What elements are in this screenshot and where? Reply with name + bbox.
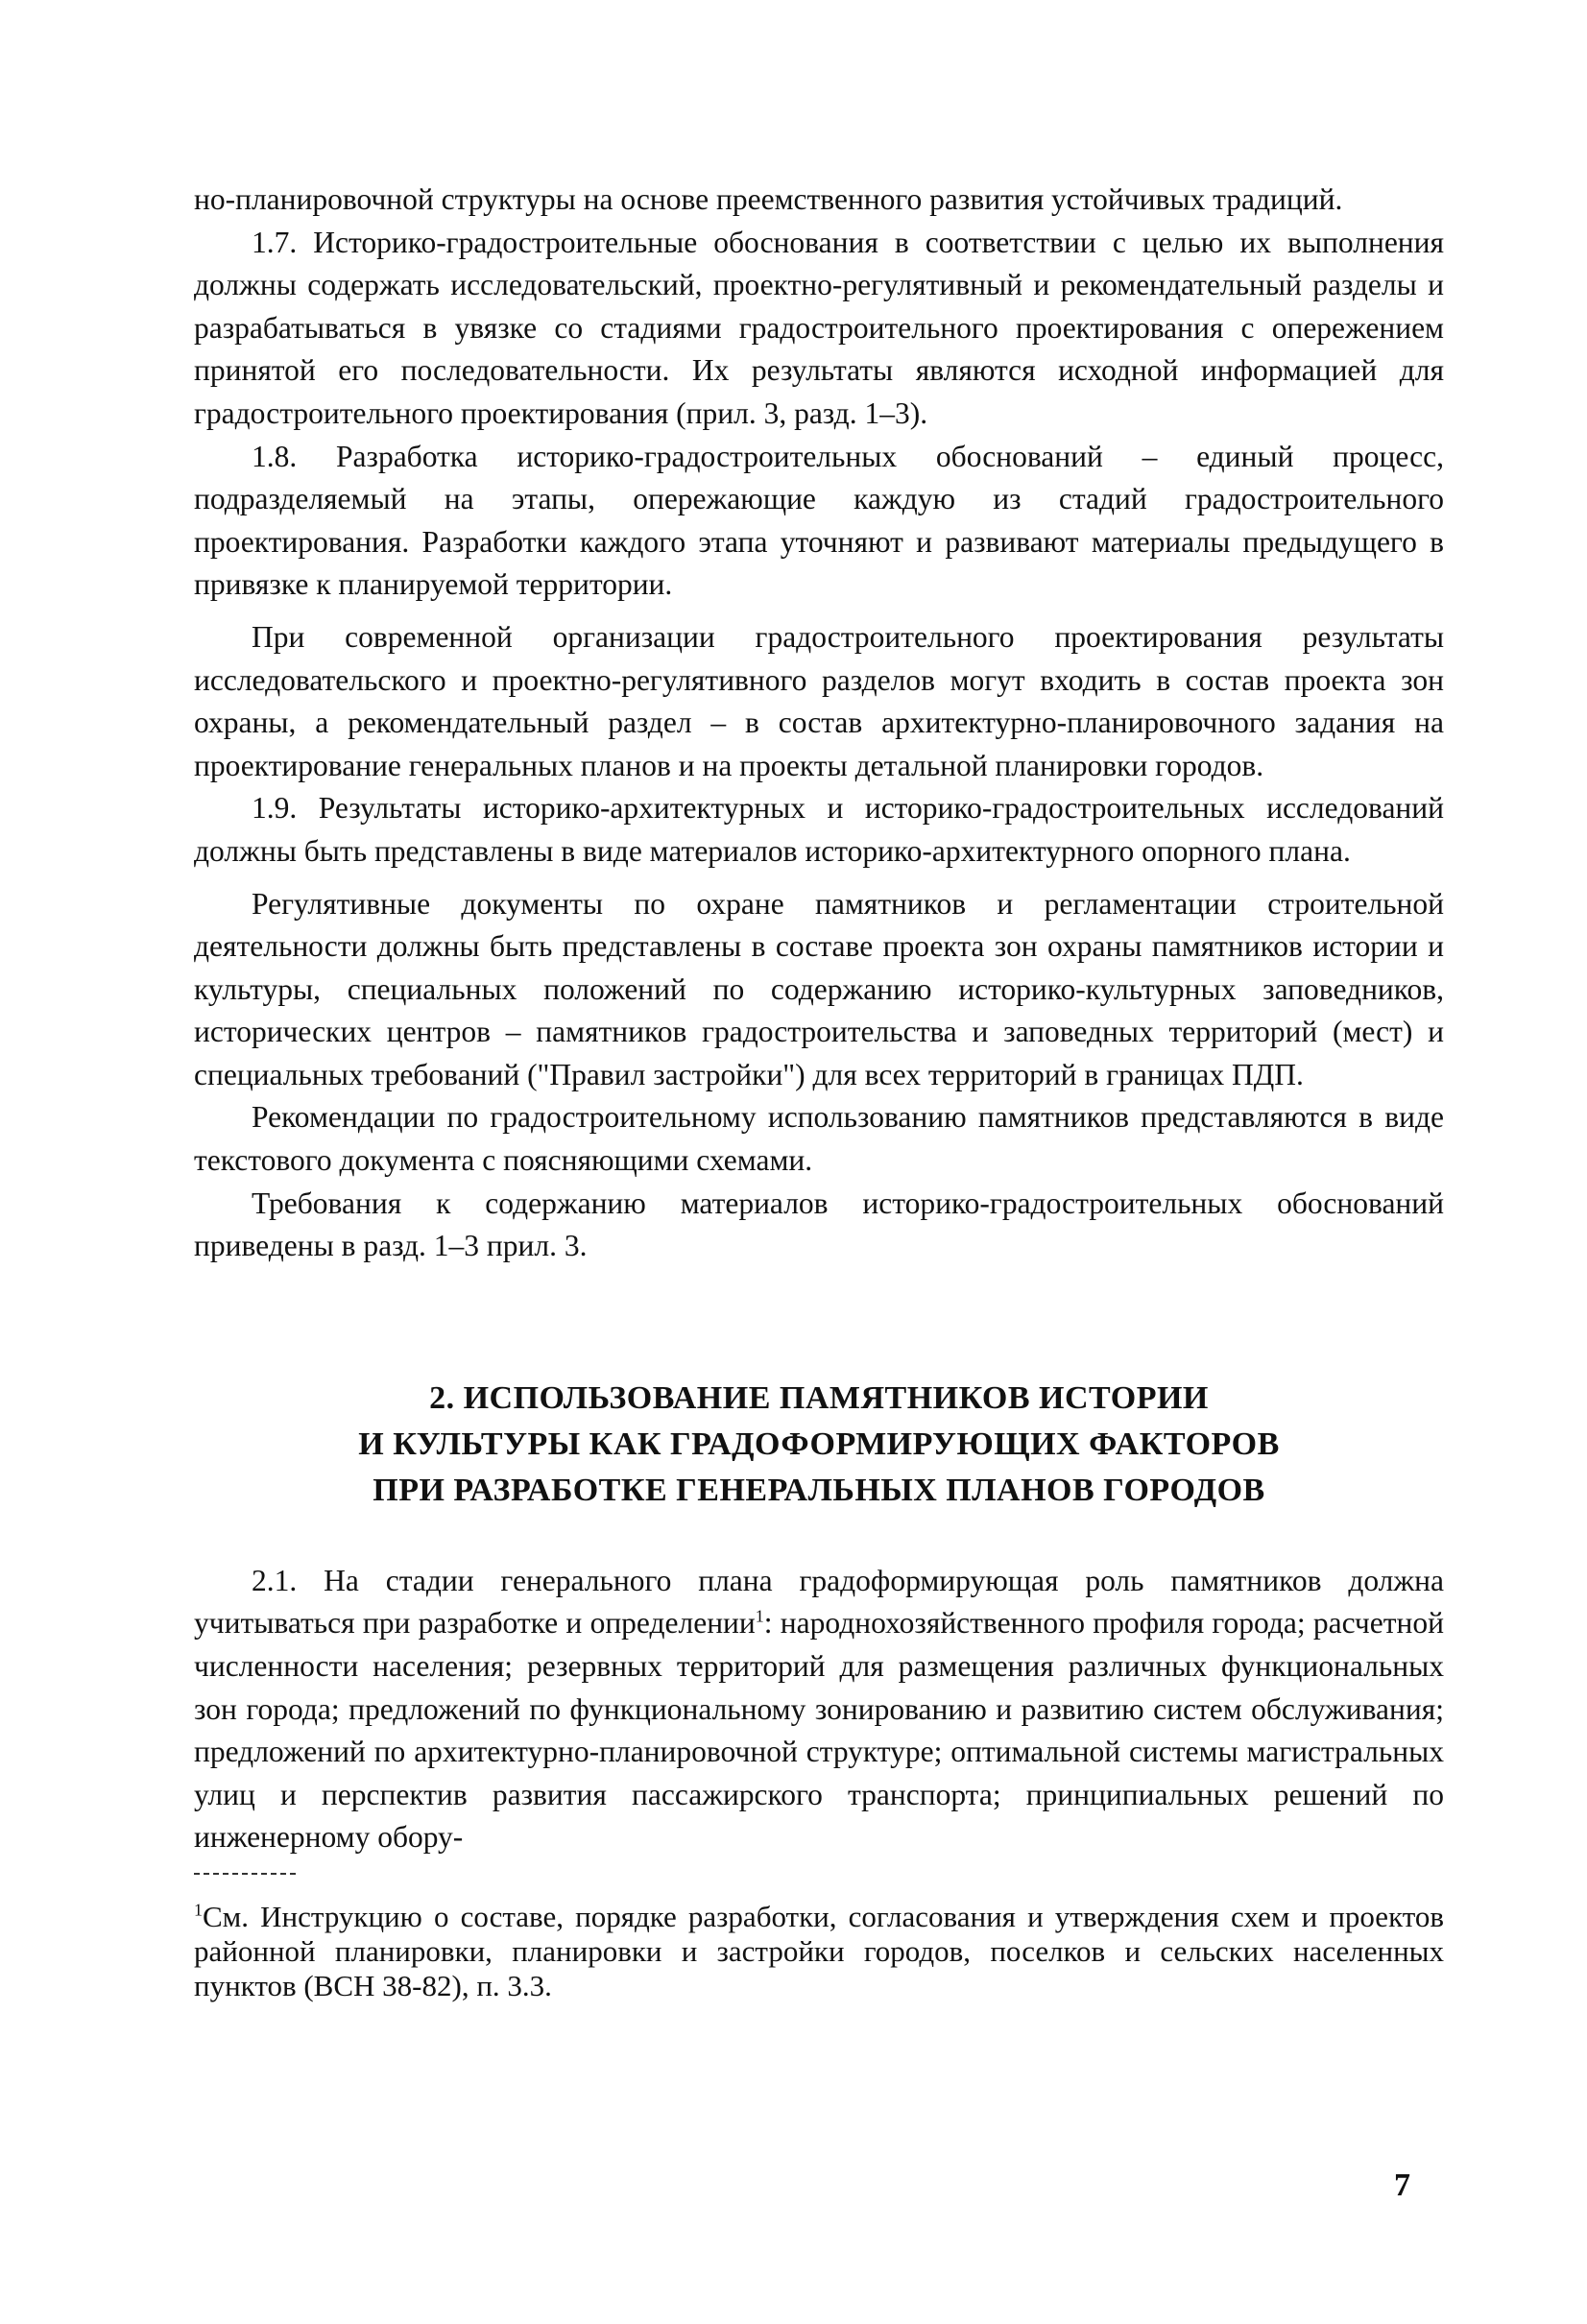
paragraph-2-1-end: : народнохозяйственного профиля города; расчетной численности населения; резервных территорий для размещения различных функциональных зон города; предложений по функциональному зонированию и развитию систем обслуживания; предложений по архитектурно-планировочной структуре; оптимальной системы магистральных улиц и перспектив развития пассажирского транспорта; принципиальных решений по инженерному обору- bbox=[194, 1606, 1444, 1855]
section-2-heading-line-3: ПРИ РАЗРАБОТКЕ ГЕНЕРАЛЬНЫХ ПЛАНОВ ГОРОДОВ bbox=[373, 1472, 1265, 1508]
paragraph-1-8-organization: При современной организации градостроительного проектирования результаты исследовательского и проектно-регулятивного разделов могут входить в состав проекта зон охраны, а рекомендательный раздел – в состав архитектурно-планировочного задания на проектирование генеральных планов и на проекты детальной планировки городов. bbox=[194, 619, 1444, 782]
footnote bbox=[194, 1900, 1444, 2003]
paragraph-continuation: но-планировочной структуры на основе преемственного развития устойчивых традиций. bbox=[194, 182, 1343, 216]
paragraph-2-1 bbox=[194, 1560, 1444, 1859]
document-page bbox=[194, 179, 1444, 2003]
paragraph-1-7: 1.7. Историко-градостроительные обоснования в соответствии с целью их выполнения должны содержать исследовательский, проектно-регулятивный и рекомендательный разделы и разрабатываться в увязке со стадиями градостроительного проектирования с опережением принятой его последовательности. Их результаты являются исходной информацией для градостроительного проектирования (прил. 3, разд. 1–3). bbox=[194, 225, 1444, 430]
paragraph-1-9-recommendations: Рекомендации по градостроительному использованию памятников представляются в виде текстового документа с поясняющими схемами. bbox=[194, 1100, 1444, 1178]
paragraph-1-9: 1.9. Результаты историко-архитектурных и историко-градостроительных исследований должны быть представлены в виде материалов историко-архитектурного опорного плана. bbox=[194, 791, 1444, 868]
section-2-heading-line-1: 2. ИСПОЛЬЗОВАНИЕ ПАМЯТНИКОВ ИСТОРИИ bbox=[429, 1379, 1209, 1416]
paragraph-1-9-regulatory: Регулятивные документы по охране памятников и регламентации строительной деятельности должны быть представлены в составе проекта зон охраны памятников истории и культуры, специальных положений по содержанию историко-культурных заповедников, исторических центров – памятников градостроительства и заповедных территорий (мест) и специальных требований ("Правил застройки") для всех территорий в границах ПДП. bbox=[194, 886, 1444, 1091]
paragraph-1-9-requirements: Требования к содержанию материалов историко-градостроительных обоснований приведены в разд. 1–3 прил. 3. bbox=[194, 1186, 1444, 1263]
paragraph-2-1-start: 2.1. На стадии генерального плана градоформирующая роль памятников должна учитываться при разработке и определении bbox=[194, 1563, 1444, 1641]
section-2-heading-line-2: И КУЛЬТУРЫ КАК ГРАДОФОРМИРУЮЩИХ ФАКТОРОВ bbox=[358, 1426, 1280, 1462]
footnote-text: См. Инструкцию о составе, порядке разработки, согласования и утверждения схем и проектов районной планировки, планировки и застройки городов, поселков и сельских населенных пунктов (ВСН 38-82), п. 3.3. bbox=[194, 1900, 1444, 2002]
paragraph-1-8: 1.8. Разработка историко-градостроительных обоснований – единый процесс, подразделяемый на этапы, опережающие каждую из стадий градостроительного проектирования. Разработки каждого этапа уточняют и развивают материалы предыдущего в привязке к планируемой территории. bbox=[194, 439, 1444, 602]
section-2-heading bbox=[194, 1376, 1444, 1514]
footnote-reference-mark: 1 bbox=[755, 1606, 764, 1626]
footnote-separator bbox=[194, 1873, 296, 1875]
footnote-mark: 1 bbox=[194, 1900, 203, 1920]
page-number: 7 bbox=[1394, 2168, 1410, 2203]
